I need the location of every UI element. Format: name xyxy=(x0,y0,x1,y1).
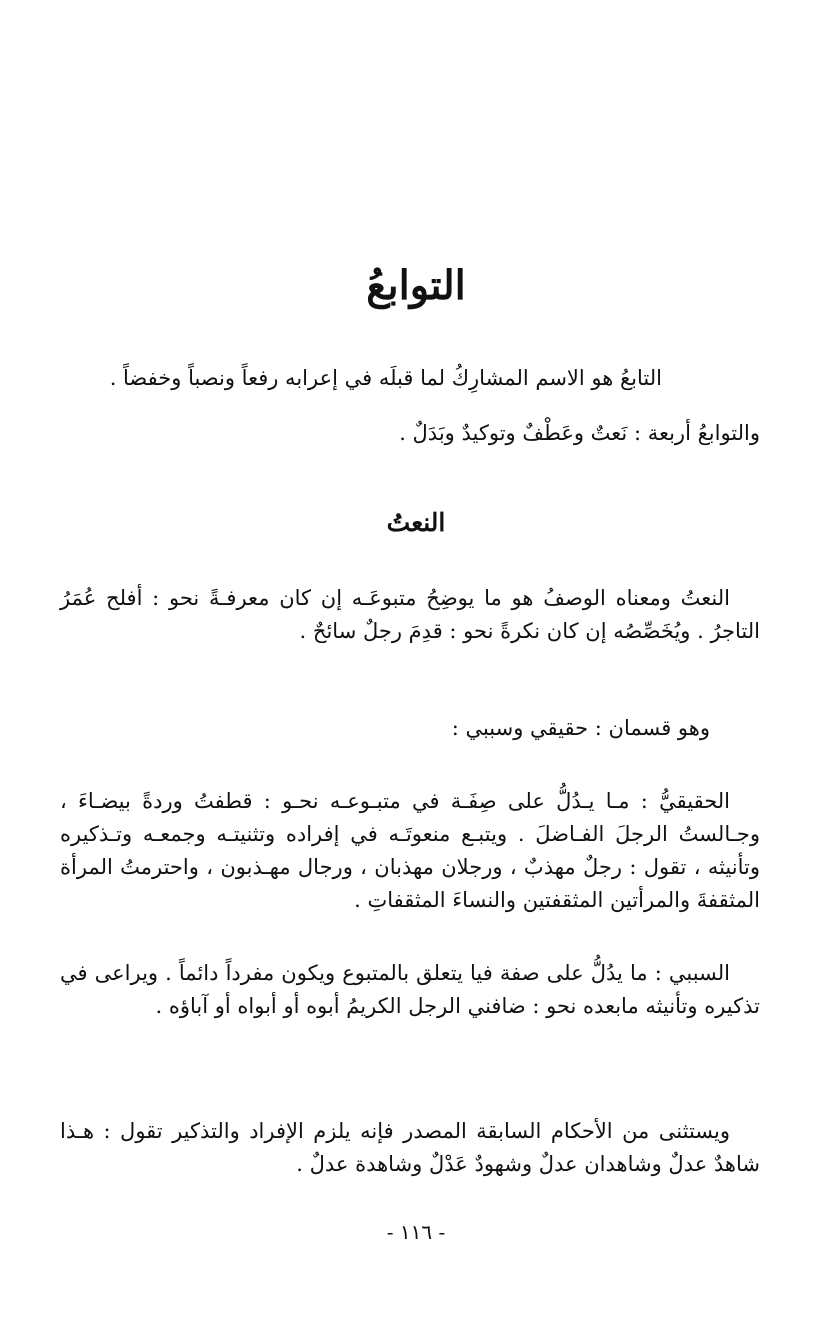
intro-definition-line: التابعُ هو الاسم المشارِكُ لما قبلَه في إعرابه رفعاً ونصباً وخفضاً . xyxy=(109,366,662,390)
types-intro-container xyxy=(60,712,760,745)
definition-paragraph: النعتُ ومعناه الوصفُ هو ما يوضِحُ متبوعَـه إن كان معرفـةً نحو : أفلح عُمَرُ التاجرُ . ويُخَصِّصُه إن كان نكرةً نحو : قدِمَ رجلٌ سائحٌ . xyxy=(60,586,760,643)
exception-paragraph-container xyxy=(60,1115,760,1181)
definition-paragraph-container xyxy=(60,582,760,648)
sababi-paragraph-container xyxy=(60,957,760,1023)
types-intro: وهو قسمان : حقيقي وسببي : xyxy=(451,716,710,740)
exception-paragraph: ويستثنى من الأحكام السابقة المصدر فإنه يلزم الإفراد والتذكير تقول : هـذا شاهدٌ عدلٌ وشاهدان عدلٌ وشهودٌ عَدْلٌ وشاهدة عدلٌ . xyxy=(60,1119,760,1176)
intro-section xyxy=(60,362,760,450)
page-number: - ١١٦ - xyxy=(386,1220,446,1244)
haqiqi-paragraph: الحقيقيُّ : مـا يـدُلُّ على صِفَـة في متبـوعـه نحـو : قطفتُ وردةً بيضـاءَ ، وجـالستُ الرجلَ الفـاضلَ . ويتبـع منعوتَـه في إفراده وتثنيتـه وجمعـه وتـذكيره وتأنيثه ، تقول : رجلٌ مهذبٌ ، ورجلان مهذبان ، ورجال مهـذبون ، واحترمتُ المرأة المثقفةَ والمرأتين المثقفتين والنساءَ المثقفاتِ . xyxy=(60,789,760,912)
page-title: التوابعُ xyxy=(366,262,466,309)
haqiqi-paragraph-container xyxy=(60,785,760,917)
section-title: النعتُ xyxy=(386,508,446,537)
sababi-paragraph: السببي : ما يدُلُّ على صفة فيا يتعلق بالمتبوع ويكون مفرداً دائماً . ويراعى في تذكيره وتأنيثه مابعده نحو : ضافني الرجل الكريمُ أبوه أو أبواه أو آباؤه . xyxy=(60,961,760,1018)
intro-types-line: والتوابعُ أربعة : نَعتٌ وعَطْفٌ وتوكيدٌ وبَدَلٌ . xyxy=(399,421,760,445)
